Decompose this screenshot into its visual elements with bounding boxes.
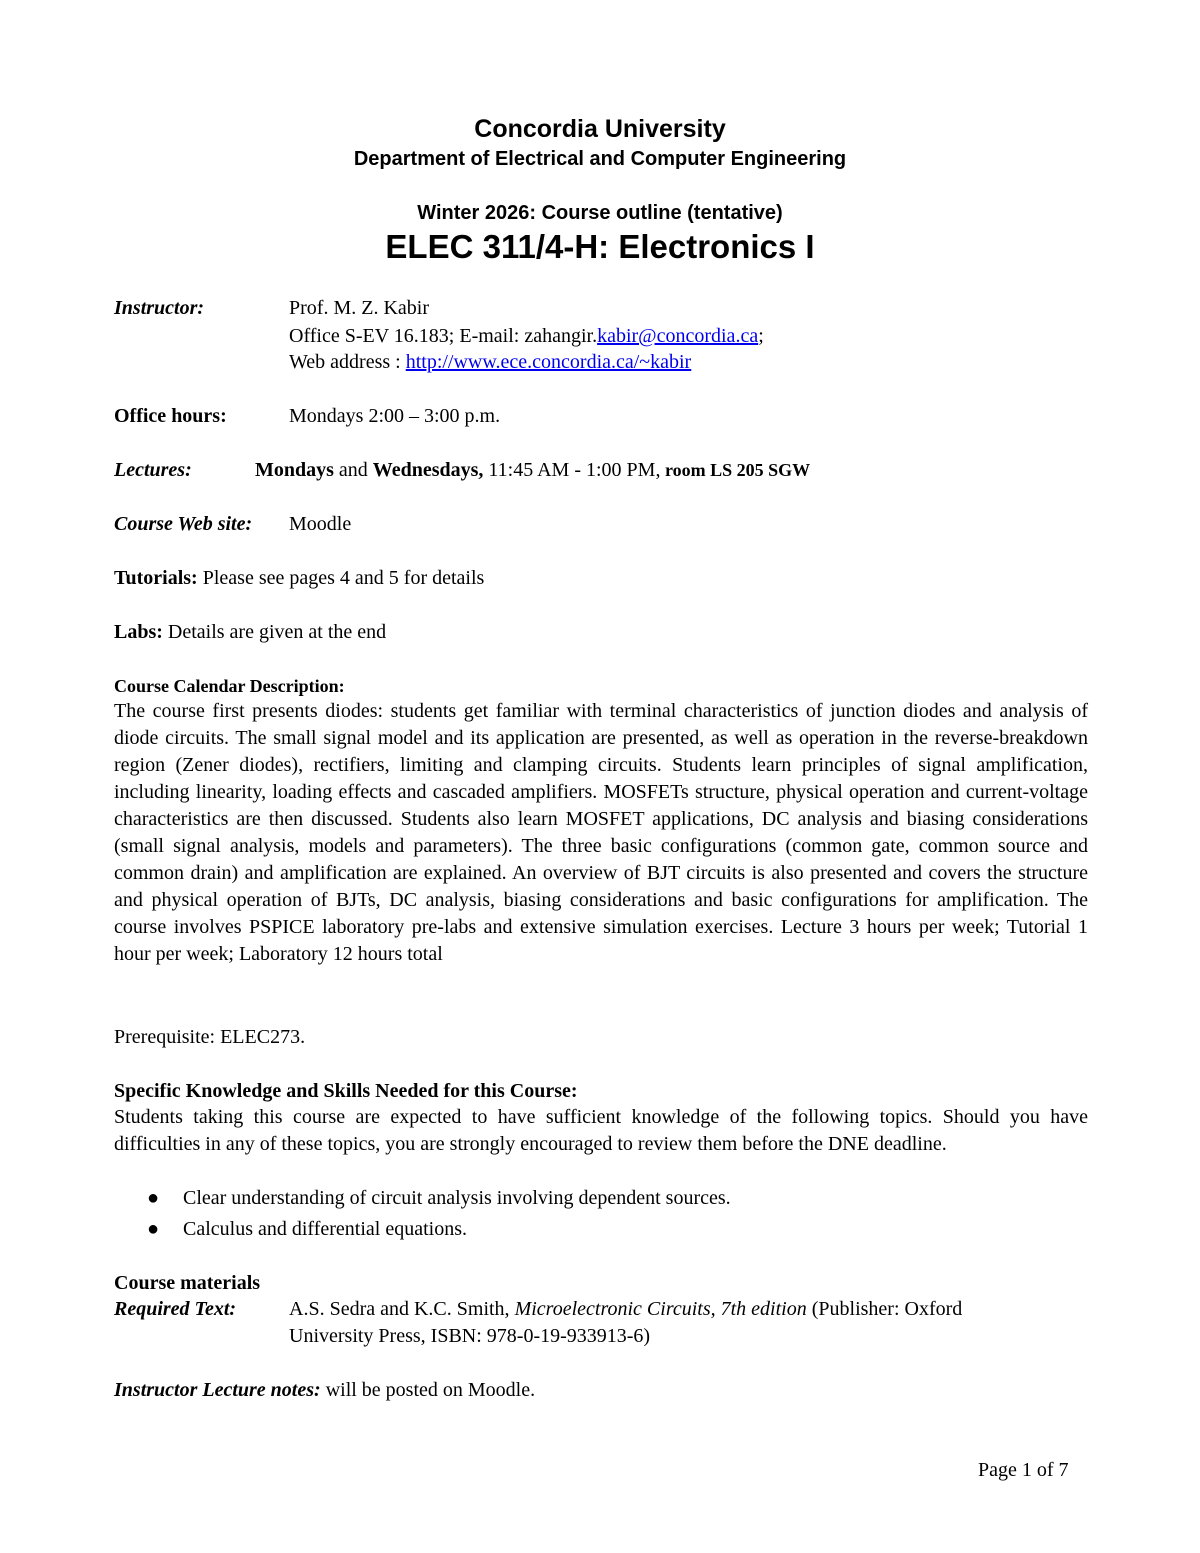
labs-line <box>114 619 386 646</box>
lecture-day-2: Wednesdays, <box>372 459 484 481</box>
required-publisher: (Publisher: Oxford <box>806 1298 963 1320</box>
lectures-value <box>255 457 810 484</box>
page-number: Page 1 of 7 <box>978 1459 1069 1481</box>
lecture-notes-line <box>114 1377 535 1404</box>
lecture-room: room LS 205 SGW <box>660 460 811 480</box>
materials-heading: Course materials <box>114 1272 261 1294</box>
web-label: Web address : <box>289 351 406 373</box>
required-authors: A.S. Sedra and K.C. Smith, <box>289 1298 515 1320</box>
office-hours-value: Mondays 2:00 – 3:00 p.m. <box>289 405 501 427</box>
labs-value: Details are given at the end <box>162 621 387 643</box>
calendar-body: The course first presents diodes: students get familiar with terminal characteristics of junction diodes and analysis of diode circuits. The small signal model and its application are presented, as well as operation in the reverse-breakdown region (Zener diodes), rectifiers, limiting and clamping circuits. Students learn principles of signal amplification, including linearity, loading effects and cascaded amplifiers. MOSFETs structure, physical operation and current-voltage characteristics are then discussed. Students also learn MOSFET applications, DC analysis and biasing considerations (small signal analysis, models and parameters). The three basic configurations (common gate, common source and common drain) and amplification are explained. An overview of BJT circuits is also presented and covers the structure and physical operation of BJTs, DC analysis, biasing considerations and basic configurations for amplification. The course involves PSPICE laboratory pre-labs and extensive simulation exercises. Lecture 3 hours per week; Tutorial 1 hour per week; Laboratory 12 hours total <box>114 700 1088 965</box>
lecture-notes-label: Instructor Lecture notes: <box>114 1379 321 1401</box>
lecture-time: 11:45 AM - 1:00 PM, <box>483 459 661 481</box>
required-text-line-1 <box>289 1296 962 1323</box>
course-web-value: Moodle <box>289 513 352 535</box>
course-web-label: Course Web site: <box>114 513 253 535</box>
instructor-web <box>289 349 691 376</box>
lectures-label: Lectures: <box>114 459 192 481</box>
office-suffix: ; <box>758 325 764 347</box>
required-book-title: Microelectronic Circuits, 7th edition <box>514 1298 807 1320</box>
labs-label: Labs: <box>114 621 163 643</box>
instructor-office <box>289 323 764 350</box>
office-hours-label: Office hours: <box>114 405 227 427</box>
office-text: Office S-EV 16.183; E-mail: zahangir. <box>289 325 598 347</box>
term-line: Winter 2026: Course outline (tentative) <box>417 202 783 224</box>
instructor-label: Instructor: <box>114 297 205 319</box>
calendar-heading: Course Calendar Description: <box>114 676 345 696</box>
lecture-and: and <box>333 459 373 481</box>
list-item: Calculus and differential equations. <box>183 1218 467 1240</box>
web-link[interactable]: http://www.ece.concordia.ca/~kabir <box>405 351 692 373</box>
tutorials-label: Tutorials: <box>114 567 198 589</box>
tutorials-line <box>114 565 484 592</box>
email-link[interactable]: kabir@concordia.ca <box>597 325 759 347</box>
tutorials-value: Please see pages 4 and 5 for details <box>197 567 485 589</box>
instructor-name: Prof. M. Z. Kabir <box>289 297 429 319</box>
list-item: Clear understanding of circuit analysis involving dependent sources. <box>183 1187 731 1209</box>
required-text-line-2: University Press, ISBN: 978-0-19-933913-6) <box>289 1325 651 1347</box>
knowledge-body: Students taking this course are expected to have sufficient knowledge of the following topics. Should you have difficulties in any of these topics, you are strongly encouraged to review them before the DNE deadline. <box>114 1106 1088 1155</box>
bullet-icon: ● <box>146 1218 160 1240</box>
university-name: Concordia University <box>474 115 726 143</box>
course-title: ELEC 311/4-H: Electronics I <box>385 228 815 265</box>
course-web-line <box>114 511 252 538</box>
required-text-label: Required Text: <box>114 1298 237 1320</box>
department-name: Department of Electrical and Computer Engineering <box>353 148 847 170</box>
bullet-icon: ● <box>146 1187 160 1209</box>
prerequisite: Prerequisite: ELEC273. <box>114 1026 306 1048</box>
lecture-day-1: Mondays <box>255 459 334 481</box>
knowledge-heading: Specific Knowledge and Skills Needed for this Course: <box>114 1080 578 1102</box>
lecture-notes-value: will be posted on Moodle. <box>320 1379 536 1401</box>
